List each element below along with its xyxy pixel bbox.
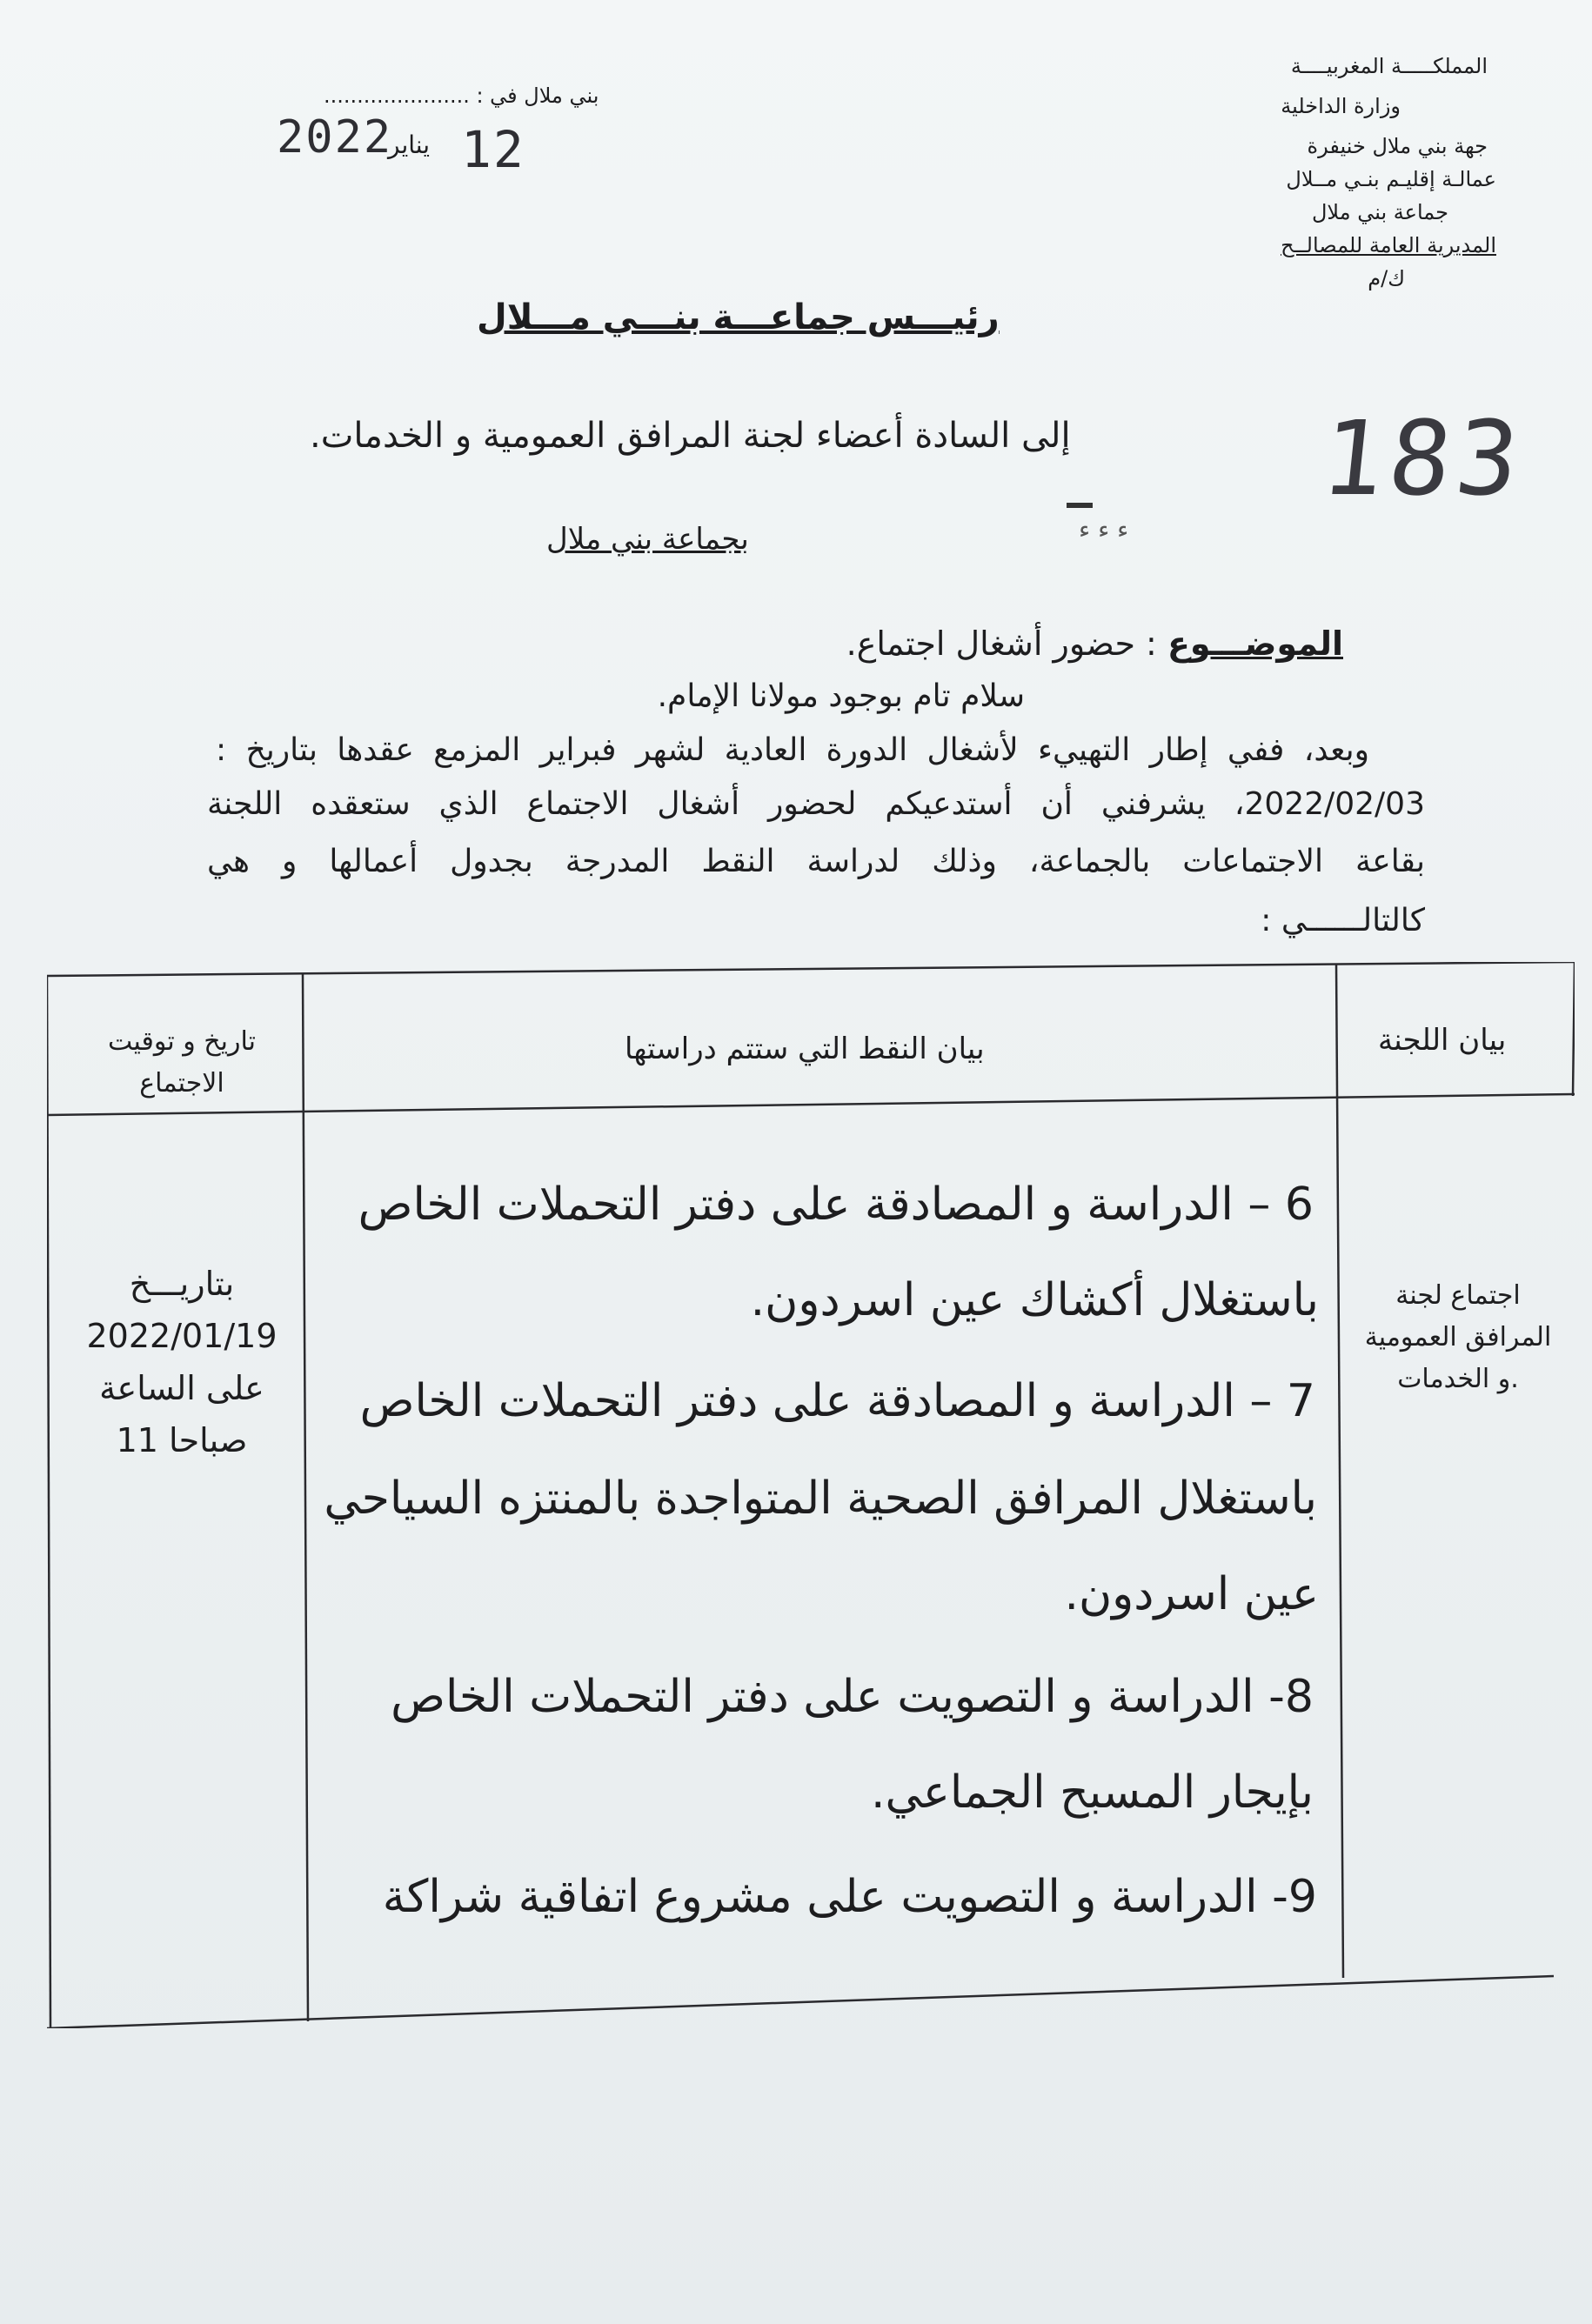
- committee-line-3: و الخدمات.: [1397, 1364, 1519, 1394]
- agenda-item-7-line-1: 7 – الدراسة و المصادقة على دفتر التحملات الخاص: [359, 1375, 1315, 1427]
- header-points: بيان النقط التي ستتم دراستها: [625, 1032, 985, 1066]
- agenda-item-8-line-1: 8- الدراسة و التصويت على دفتر التحملات الخاص: [391, 1671, 1314, 1723]
- header-datetime: [64, 1021, 299, 1105]
- letterhead-line-directorate: المديرية العامة للمصالــح: [1281, 233, 1496, 257]
- addressee-commune: بجماعة بني ملال: [546, 522, 749, 557]
- meeting-date-line-1: بتاريـــخ: [129, 1265, 235, 1303]
- stamp-dash-mark: [1067, 503, 1093, 508]
- meeting-date-line-2: 2022/01/19: [86, 1317, 278, 1355]
- registration-stamp-number: 183: [1315, 398, 1530, 518]
- agenda-item-8-line-2: بإيجار المسبح الجماعي.: [870, 1766, 1314, 1819]
- meeting-date-cell: [64, 1258, 299, 1466]
- body-line-4: كالتالــــــي :: [1261, 903, 1425, 938]
- president-title: رئيـــس جماعـــة بنـــي مـــلال: [477, 297, 1000, 337]
- body-line-1: وبعد، ففي إطار التهييء لأشغال الدورة العادية لشهر فبراير المزمع عقدها بتاريخ :: [216, 732, 1369, 768]
- place-date-label: بني ملال في : ......................: [324, 83, 599, 108]
- subject-label: الموضـــوع: [1167, 624, 1343, 663]
- committee-cell: [1352, 1275, 1564, 1400]
- subject-line: [846, 624, 1343, 663]
- subject-text: : حضور أشغال اجتماع.: [846, 624, 1157, 663]
- letterhead-line-ministry: وزارة الداخلية: [1281, 94, 1401, 118]
- meeting-date-line-4: 11 صباحا: [116, 1421, 248, 1459]
- header-datetime-line-2: الاجتماع: [139, 1068, 224, 1099]
- header-committee: بيان اللجنة: [1378, 1023, 1507, 1058]
- body-line-2: 2022/02/03، يشرفني أن أستدعيكم لحضور أشغال الاجتماع الذي ستعقده اللجنة: [207, 786, 1425, 822]
- agenda-item-9-line-1: 9- الدراسة و التصويت على مشروع اتفاقية شراكة: [382, 1871, 1317, 1923]
- agenda-item-7-line-3: عين اسردون.: [1064, 1568, 1319, 1620]
- letterhead-line-region: جهة بني ملال خنيفرة: [1307, 134, 1488, 158]
- greeting-line: سلام تام بوجود مولانا الإمام.: [657, 678, 1025, 714]
- letterhead-line-commune: جماعة بني ملال: [1311, 200, 1448, 224]
- agenda-table: [47, 962, 1575, 2028]
- date-year: 2022: [277, 111, 393, 164]
- letterhead-line-reference: ك/م: [1368, 266, 1405, 290]
- agenda-item-6-line-2: باستغلال أكشاك عين اسردون.: [750, 1274, 1319, 1326]
- agenda-item-7-line-2: باستغلال المرافق الصحية المتواجدة بالمنتزه السياحي: [324, 1473, 1317, 1525]
- addressee-line: إلى السادة أعضاء لجنة المرافق العمومية و الخدمات.: [310, 416, 1071, 456]
- date-month: يناير: [388, 130, 431, 159]
- letterhead-line-kingdom: المملكـــــة المغربيــــة: [1290, 54, 1488, 78]
- body-line-3: بقاعة الاجتماعات بالجماعة، وذلك لدراسة النقط المدرجة بجدول أعمالها و هي: [207, 844, 1425, 879]
- date-day: 12: [461, 120, 525, 179]
- agenda-item-6-line-1: 6 – الدراسة و المصادقة على دفتر التحملات الخاص: [358, 1179, 1314, 1231]
- committee-line-2: المرافق العمومية: [1364, 1322, 1552, 1352]
- header-datetime-line-1: تاريخ و توقيت: [108, 1026, 256, 1057]
- letterhead-line-prefecture: عمالـة إقليـم بنـي مــلال: [1286, 167, 1496, 191]
- stamp-marks: ء ء ء: [1079, 515, 1129, 544]
- meeting-date-line-3: على الساعة: [99, 1369, 264, 1407]
- committee-line-1: اجتماع لجنة: [1395, 1280, 1521, 1311]
